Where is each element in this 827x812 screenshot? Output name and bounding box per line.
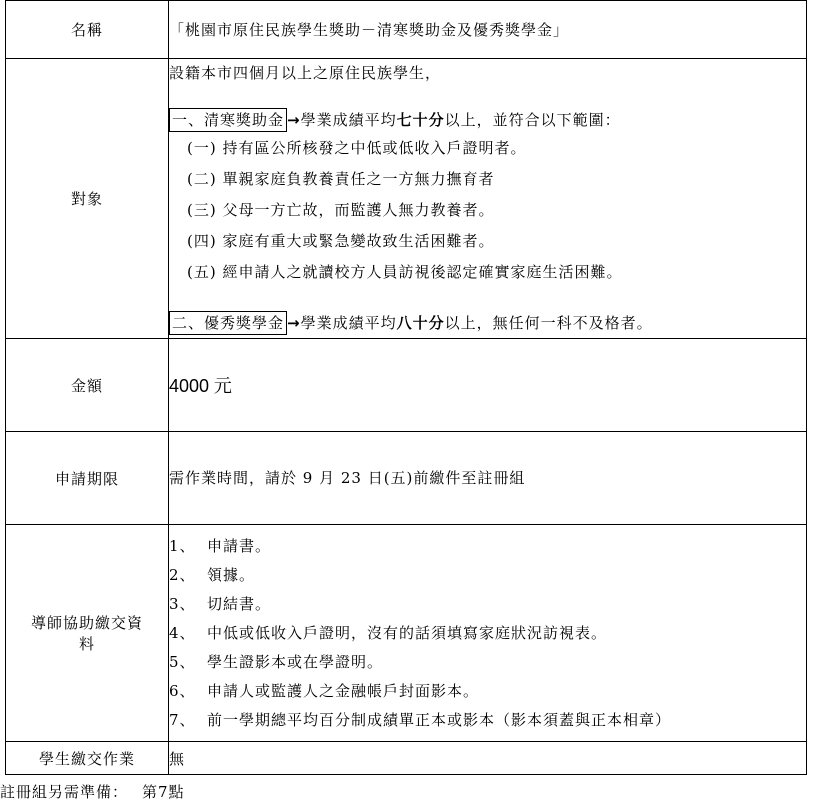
document-item: 4、 中低或低收入戶證明，沒有的話須填寫家庭狀況訪視表。 [169,623,608,642]
criteria-item: (二) 單親家庭負教養責任之一方無力撫育者 [187,170,495,188]
row-amount [6,339,807,432]
category-box-merit: 二、優秀獎學金 [169,311,287,335]
amount-unit: 元 [213,376,232,397]
category2-text-before: 學業成績平均 [300,314,397,332]
arrow-right-icon: → [287,314,301,332]
arrow-right-icon: → [287,111,301,129]
student-work-label: 學生繳交作業 [6,742,169,775]
period-value: 需作業時間，請於 9 月 23 日(五)前繳件至註冊組 [169,469,526,487]
name-label: 名稱 [6,1,169,59]
name-cell [169,1,807,59]
footer-note [0,781,185,802]
document-item: 6、 申請人或監護人之金融帳戶封面影本。 [169,681,480,700]
document-item: 2、 領據。 [169,565,256,584]
document-item: 3、 切結書。 [169,594,272,613]
category2-emphasis: 八十分 [396,314,445,332]
info-table [5,0,807,775]
row-target [6,59,807,339]
target-intro: 設籍本市四個月以上之原住民族學生， [169,64,442,82]
category-need-based [169,107,806,133]
category-merit [169,310,806,336]
student-work-value: 無 [169,742,807,775]
category1-text-before: 學業成績平均 [300,111,397,129]
category-box-need-based: 一、清寒獎助金 [169,108,287,132]
row-period [6,432,807,525]
documents-cell [169,525,807,742]
target-label: 對象 [6,59,169,339]
criteria-item: (五) 經申請人之就讀校方人員訪視後認定確實家庭生活困難。 [187,263,623,281]
category1-text-after: 以上，並符合以下範圍： [444,111,621,129]
criteria-item: (三) 父母一方亡故，而監護人無力教養者。 [187,201,495,219]
amount-label: 金額 [6,339,169,432]
footer-value: 第7點 [142,783,185,801]
amount-cell [169,339,807,432]
row-name [6,1,807,59]
criteria-item: (四) 家庭有重大或緊急變故致生活困難者。 [187,232,495,250]
document-item: 1、 申請書。 [169,536,272,555]
period-cell [169,432,807,525]
period-label: 申請期限 [6,432,169,525]
document-item: 7、 前一學期總平均百分制成績單正本或影本（影本須蓋與正本相章） [169,710,672,729]
category2-text-after: 以上，無任何一科不及格者。 [444,314,653,332]
documents-label: 導師協助繳交資料 [6,525,169,742]
category1-emphasis: 七十分 [396,111,445,129]
row-documents [6,525,807,742]
criteria-item: (一) 持有區公所核發之中低或低收入戶證明者。 [187,139,527,157]
footer-label: 註冊組另需準備： [0,783,129,801]
target-cell [169,59,807,339]
amount-number: 4000 [169,376,210,396]
row-student-work [6,742,807,775]
program-title: 「桃園市原住民族學生獎助－清寒獎助金及優秀獎學金」 [169,21,570,39]
document-item: 5、 學生證影本或在學證明。 [169,652,384,671]
